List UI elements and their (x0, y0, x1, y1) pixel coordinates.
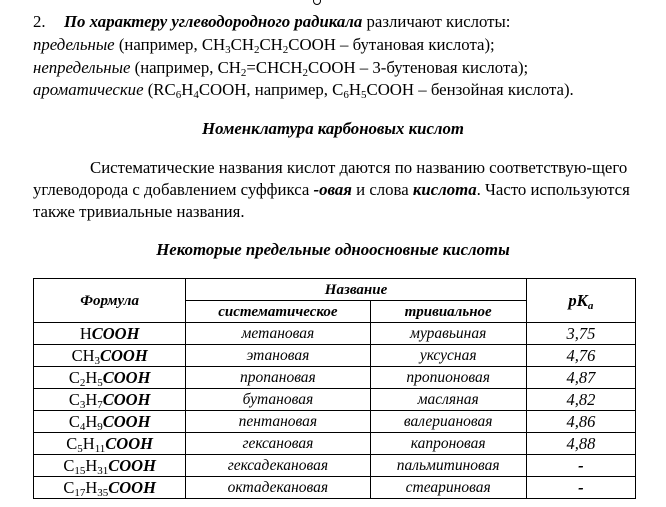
unsaturated-term: непредельные (33, 58, 131, 77)
word-kislota: кислота (412, 180, 477, 199)
aromatic-acids-line (33, 80, 574, 100)
cell-trivial-name: муравьиная (370, 323, 526, 345)
cell-trivial-name: уксусная (370, 345, 526, 367)
cell-systematic-name: пропановая (186, 367, 370, 389)
table-row (34, 389, 636, 411)
table-title: Некоторые предельные одноосновные кислоты (156, 240, 510, 259)
cell-pka: 4,87 (526, 367, 635, 389)
header-name: Название (186, 279, 527, 301)
table-row (34, 345, 636, 367)
header-trivial: тривиальное (370, 301, 526, 323)
table-row (34, 477, 636, 499)
page-top-ring-mark (313, 0, 321, 5)
acids-table (33, 278, 636, 499)
cell-pka: 4,86 (526, 411, 635, 433)
aromatic-term: ароматические (33, 80, 144, 99)
cell-formula: $C_{17}H_{35}COOH$ (34, 477, 186, 499)
cell-systematic-name: октадекановая (186, 477, 370, 499)
cell-systematic-name: метановая (186, 323, 370, 345)
table-row (34, 411, 636, 433)
cell-formula: $C_4H_9COOH$ (34, 411, 186, 433)
classification-lead: По характеру углеводородного радикала (64, 12, 363, 31)
butenoic-formula: $CH_2=CHCH_2COOH$ (217, 58, 356, 79)
cell-trivial-name: валериановая (370, 411, 526, 433)
cell-systematic-name: гексадекановая (186, 455, 370, 477)
unsaturated-acids-line (33, 58, 528, 78)
cell-formula: HCOOH (34, 323, 186, 345)
cell-pka: 3,75 (526, 323, 635, 345)
classification-lead-rest: различают кислоты: (366, 12, 511, 31)
cell-trivial-name: капроновая (370, 433, 526, 455)
cell-pka: 4,88 (526, 433, 635, 455)
cell-systematic-name: пентановая (186, 411, 370, 433)
suffix-ovaya: -овая (313, 180, 352, 199)
cell-formula: $C_{15}H_{31}COOH$ (34, 455, 186, 477)
unsaturated-post: – 3-бутеновая кислота); (355, 58, 529, 77)
cell-trivial-name: стеариновая (370, 477, 526, 499)
saturated-acids-line (33, 35, 495, 55)
cell-trivial-name: пропионовая (370, 367, 526, 389)
cell-pka: - (526, 477, 635, 499)
section-number: 2. (33, 12, 46, 31)
header-systematic: систематическое (186, 301, 370, 323)
header-formula: Формула (34, 279, 186, 323)
header-pka: $рК_а$ (526, 279, 635, 323)
aromatic-pre: (RC (147, 80, 176, 99)
benzoic-formula: $_6H_4COOH$, например, $C_6H_5COOH$ (175, 80, 415, 101)
cell-pka: 4,82 (526, 389, 635, 411)
nomenclature-heading: Номенклатура карбоновых кислот (202, 119, 464, 138)
cell-systematic-name: бутановая (186, 389, 370, 411)
table-row (34, 367, 636, 389)
cell-formula: $C_2H_5COOH$ (34, 367, 186, 389)
table-row (34, 433, 636, 455)
cell-systematic-name: гексановая (186, 433, 370, 455)
cell-formula: $CH_3COOH$ (34, 345, 186, 367)
nomenclature-paragraph (33, 157, 645, 223)
cell-pka: - (526, 455, 635, 477)
cell-pka: 4,76 (526, 345, 635, 367)
cell-formula: $C_3H_7COOH$ (34, 389, 186, 411)
classification-line (33, 12, 510, 32)
butanoic-formula: $CH_3CH_2CH_2COOH$ (201, 35, 336, 56)
cell-trivial-name: пальмитиновая (370, 455, 526, 477)
nomenclature-text-after: . Часто используются также тривиальные названия. (33, 180, 630, 221)
aromatic-post: – бензойная кислота). (414, 80, 574, 99)
cell-systematic-name: этановая (186, 345, 370, 367)
cell-formula: $C_5H_{11}COOH$ (34, 433, 186, 455)
nomenclature-text-before: Систематические названия кислот даются по названию соответствую-щего углеводорода с добавлением суффикса (33, 158, 628, 199)
table-header-row (34, 279, 636, 301)
unsaturated-pre: (например, (134, 58, 218, 77)
saturated-post: – бутановая кислота); (335, 35, 495, 54)
saturated-pre: (например, (118, 35, 202, 54)
saturated-term: предельные (33, 35, 115, 54)
cell-trivial-name: масляная (370, 389, 526, 411)
table-row (34, 455, 636, 477)
nomenclature-text-mid: и слова (351, 180, 413, 199)
acid-rows (34, 323, 636, 499)
table-row (34, 323, 636, 345)
